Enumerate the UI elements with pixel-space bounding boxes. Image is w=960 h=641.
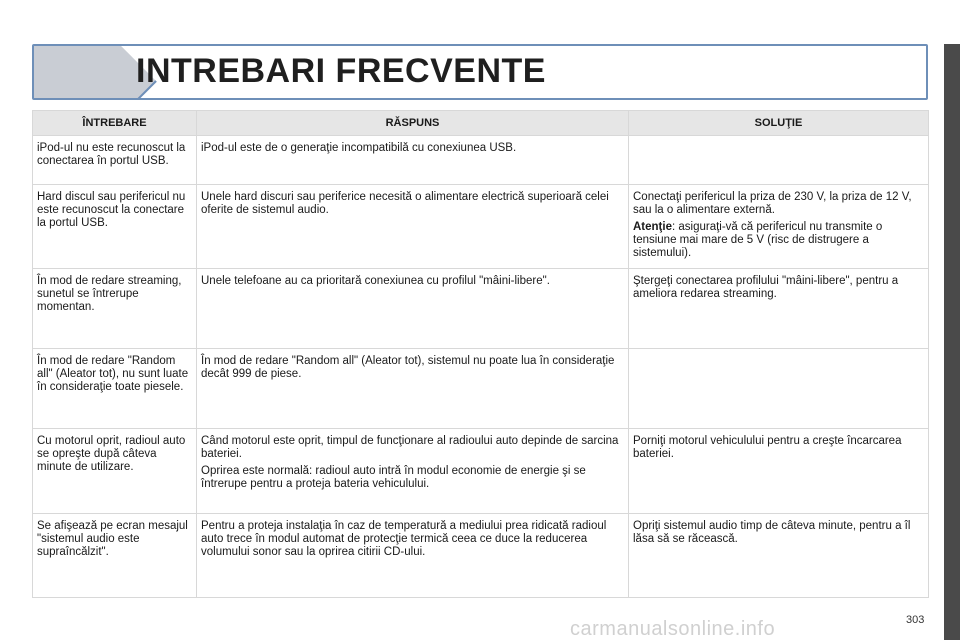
solution-text: Conectaţi perifericul la priza de 230 V, la priza de 12 V, sau la o alimentare externă. [633, 191, 912, 216]
answer-cell [197, 349, 629, 429]
table-row [33, 269, 929, 349]
table-row [33, 429, 929, 514]
solution-cell [629, 185, 929, 269]
question-text: În mod de redare "Random all" (Aleator tot), nu sunt luate în consideraţie toate piesele. [37, 355, 189, 393]
question-text: Hard discul sau perifericul nu este recunoscut la conectare la portul USB. [37, 191, 186, 229]
table-header-row [33, 111, 929, 136]
answer-cell [197, 269, 629, 349]
question-cell [33, 136, 197, 185]
table-row [33, 514, 929, 598]
page-number: 303 [906, 614, 925, 626]
question-cell [33, 429, 197, 514]
table-row [33, 349, 929, 429]
solution-text: Opriţi sistemul audio timp de câteva minute, pentru a îl lăsa să se răcească. [633, 520, 911, 545]
faq-table [32, 110, 929, 598]
solution-text: Porniţi motorul vehiculului pentru a creşte încarcarea bateriei. [633, 435, 902, 460]
answer-text: iPod-ul este de o generaţie incompatibilă cu conexiunea USB. [201, 142, 517, 154]
title-banner [32, 44, 928, 100]
header-solution: SOLUŢIE [629, 111, 929, 136]
question-cell [33, 185, 197, 269]
header-question: ÎNTREBARE [33, 111, 197, 136]
solution-cell [629, 349, 929, 429]
answer-text: Când motorul este oprit, timpul de funcţionare al radioului auto depinde de sarcina bateriei. [201, 435, 619, 460]
table-row [33, 185, 929, 269]
solution-cell [629, 269, 929, 349]
solution-cell [629, 136, 929, 185]
question-text: iPod-ul nu este recunoscut la conectarea în portul USB. [37, 142, 186, 167]
watermark: carmanualsonline.info [570, 618, 776, 640]
answer-text: În mod de redare "Random all" (Aleator tot), sistemul nu poate lua în consideraţie decât 999 de piese. [201, 355, 615, 380]
question-text: Cu motorul oprit, radioul auto se opreşte după câteva minute de utilizare. [37, 435, 186, 473]
question-cell [33, 349, 197, 429]
answer-cell [197, 136, 629, 185]
answer-text: Pentru a proteja instalaţia în caz de temperatură a mediului prea ridicată radioul auto trece în modul automat de protecţie termică ceea ce duce la reducerea volumului sonor sau la oprirea citirii CD-ului. [201, 520, 607, 558]
question-text: Se afişează pe ecran mesajul "sistemul audio este supraîncălzit". [37, 520, 188, 558]
answer-text: Oprirea este normală: radioul auto intră în modul economie de energie şi se întrerupe pentru a proteja bateria vehiculului. [201, 465, 586, 490]
answer-cell [197, 514, 629, 598]
answer-text: Unele telefoane au ca prioritară conexiunea cu profilul "mâini-libere". [201, 275, 550, 287]
note-text: : asiguraţi-vă că perifericul nu transmite o tensiune mai mare de 5 V (risc de distrugere a sistemului). [633, 221, 883, 259]
solution-cell [629, 429, 929, 514]
solution-note [633, 221, 924, 260]
solution-cell [629, 514, 929, 598]
answer-cell [197, 185, 629, 269]
answer-cell [197, 429, 629, 514]
side-tab-strip [944, 44, 960, 640]
note-label: Atenţie [633, 221, 672, 233]
answer-text: Unele hard discuri sau periferice necesită o alimentare electrică superioară celei oferite de sistemul audio. [201, 191, 609, 216]
header-answer: RĂSPUNS [197, 111, 629, 136]
table-row [33, 136, 929, 185]
question-cell [33, 269, 197, 349]
question-text: În mod de redare streaming, sunetul se întrerupe momentan. [37, 275, 182, 313]
page-title: INTREBARI FRECVENTE [136, 52, 546, 90]
question-cell [33, 514, 197, 598]
solution-text: Ştergeţi conectarea profilului "mâini-libere", pentru a ameliora redarea streaming. [633, 275, 899, 300]
